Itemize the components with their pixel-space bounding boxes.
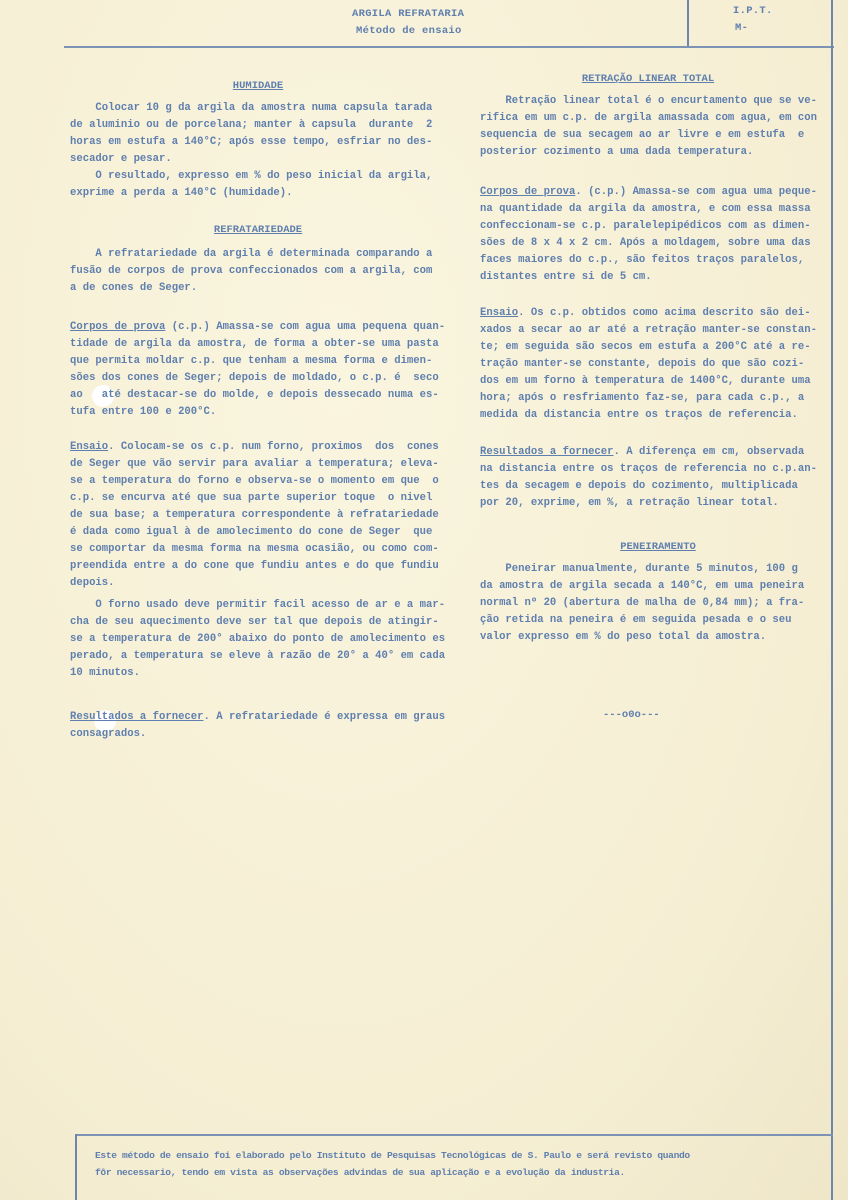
text-line: tufa entre 100 e 200°C. bbox=[70, 406, 217, 418]
paragraph-humidade bbox=[70, 100, 432, 202]
text-line: cha de seu aquecimento deve ser tal que depois de atingir- bbox=[70, 616, 439, 628]
paragraph-retracao-resultados bbox=[480, 444, 817, 512]
subheading-ensaio: Ensaio bbox=[70, 441, 109, 453]
subheading-ensaio: Ensaio bbox=[480, 307, 519, 319]
footer-divider bbox=[75, 1134, 833, 1136]
text-line: 10 minutos. bbox=[70, 667, 140, 679]
subheading-resultados: Resultados a fornecer bbox=[480, 446, 614, 458]
heading-humidade: HUMIDADE bbox=[232, 80, 284, 92]
footer-line: Este método de ensaio foi elaborado pelo Instituto de Pesquisas Tecnológicas de S. Paulo e será revisto quando bbox=[95, 1150, 690, 1161]
text-line: fusão de corpos de prova confeccionados com a argila, com bbox=[70, 265, 433, 277]
text-line: de Seger que vão servir para avaliar a temperatura; eleva- bbox=[70, 458, 439, 470]
text-line: de aluminio ou de porcelana; manter à capsula durante 2 bbox=[70, 119, 433, 131]
text-line: A refratariedade da argila é determinada comparando a bbox=[70, 248, 433, 260]
text-line: O resultado, expresso em % do peso inicial da argila, bbox=[70, 170, 433, 182]
subheading-corpos-de-prova: Corpos de prova bbox=[70, 321, 166, 333]
paragraph-ensaio bbox=[70, 439, 439, 592]
text-line: Peneirar manualmente, durante 5 minutos, 100 g bbox=[480, 563, 798, 575]
text-line: a de cones de Seger. bbox=[70, 282, 198, 294]
text-line: medida da distancia entre os traços de referencia. bbox=[480, 409, 798, 421]
text-line: ção retida na peneira é em seguida pesada e o seu bbox=[480, 614, 792, 626]
text-line: Colocar 10 g da argila da amostra numa capsula tarada bbox=[70, 102, 433, 114]
text-line: preendida entre a do cone que fundiu antes e do que fundiu bbox=[70, 560, 439, 572]
text-line: rifica em um c.p. de argila amassada com agua, em con bbox=[480, 112, 817, 124]
text-line: ao até destacar-se do molde, e depois dessecado numa es- bbox=[70, 389, 439, 401]
text-line: . (c.p.) Amassa-se com agua uma peque- bbox=[575, 186, 817, 198]
header-divider bbox=[64, 46, 834, 48]
footer-left-border bbox=[75, 1134, 77, 1200]
text-line: c.p. se encurva até que sua parte superior toque o nivel bbox=[70, 492, 433, 504]
end-mark: ---o0o--- bbox=[603, 709, 660, 721]
text-line: faces maiores do c.p., são feitos traços paralelos, bbox=[480, 254, 805, 266]
paragraph-refratariedade-intro bbox=[70, 246, 432, 297]
text-line: O forno usado deve permitir facil acesso de ar e a mar- bbox=[70, 599, 446, 611]
paragraph-retracao-intro bbox=[480, 93, 817, 161]
text-line: posterior cozimento a uma dada temperatura. bbox=[480, 146, 754, 158]
text-line: tidade de argila da amostra, de forma a obter-se uma pasta bbox=[70, 338, 439, 350]
text-line: sões dos cones de Seger; depois de moldado, o c.p. é seco bbox=[70, 372, 439, 384]
text-line: se a temperatura do forno e observa-se o momento em que o bbox=[70, 475, 439, 487]
text-line: . Colocam-se os c.p. num forno, proximos dos cones bbox=[108, 441, 439, 453]
paragraph-resultados-refratariedade bbox=[70, 709, 445, 743]
heading-retracao: RETRAÇÃO LINEAR TOTAL bbox=[581, 73, 715, 85]
text-line: normal nº 20 (abertura de malha de 0,84 mm); a fra- bbox=[480, 597, 805, 609]
right-border bbox=[831, 0, 833, 1200]
text-line: se a temperatura de 200° abaixo do ponto de amolecimento es bbox=[70, 633, 446, 645]
paragraph-forno bbox=[70, 597, 445, 682]
text-line: tes da secagem e depois do cozimento, multiplicada bbox=[480, 480, 798, 492]
text-line: te; em seguida são secos em estufa a 200°C até a re- bbox=[480, 341, 811, 353]
text-line: se comportar da mesma forma na mesma ocasião, ou como com- bbox=[70, 543, 439, 555]
document-subtitle: Método de ensaio bbox=[356, 25, 462, 37]
text-line: hora; após o resfriamento faz-se, para cada c.p., a bbox=[480, 392, 805, 404]
text-line: de sua base; a temperatura correspondente à refratariedade bbox=[70, 509, 439, 521]
text-line: na distancia entre os traços de referencia no c.p.an- bbox=[480, 463, 817, 475]
text-line: exprime a perda a 140°C (humidade). bbox=[70, 187, 293, 199]
text-line: valor expresso em % do peso total da amostra. bbox=[480, 631, 767, 643]
paragraph-corpos-de-prova bbox=[70, 319, 445, 421]
subheading-corpos-de-prova: Corpos de prova bbox=[480, 186, 576, 198]
paragraph-peneiramento bbox=[480, 561, 804, 646]
text-line: que permita moldar c.p. que tenham a mesma forma e dimen- bbox=[70, 355, 433, 367]
text-line: secador e pesar. bbox=[70, 153, 172, 165]
text-line: horas em estufa a 140°C; após esse tempo, esfriar no des- bbox=[70, 136, 433, 148]
text-line: . A refratariedade é expressa em graus bbox=[203, 711, 446, 723]
text-line: (c.p.) Amassa-se com agua uma pequena quan- bbox=[165, 321, 446, 333]
text-line: consagrados. bbox=[70, 728, 147, 740]
text-line: sões de 8 x 4 x 2 cm. Após a moldagem, sobre uma das bbox=[480, 237, 811, 249]
paragraph-retracao-ensaio bbox=[480, 305, 817, 424]
institution-code: I.P.T. bbox=[733, 5, 773, 17]
text-line: . A diferença em cm, observada bbox=[613, 446, 805, 458]
text-line: dos em um forno à temperatura de 1400°C, durante uma bbox=[480, 375, 811, 387]
text-line: distantes entre si de 5 cm. bbox=[480, 271, 652, 283]
document-title: ARGILA REFRATARIA bbox=[352, 8, 465, 20]
text-line: . Os c.p. obtidos como acima descrito são dei- bbox=[518, 307, 811, 319]
text-line: perado, a temperatura se eleve à razão de 20° a 40° em cada bbox=[70, 650, 446, 662]
text-line: é dada como igual à de amolecimento do cone de Seger que bbox=[70, 526, 433, 538]
text-line: da amostra de argila secada a 140°C, em uma peneira bbox=[480, 580, 805, 592]
footer-note bbox=[95, 1147, 690, 1181]
subheading-resultados: Resultados a fornecer bbox=[70, 711, 204, 723]
heading-refratariedade: REFRATARIEDADE bbox=[213, 224, 303, 236]
text-line: xados a secar ao ar até a retração manter-se constan- bbox=[480, 324, 817, 336]
text-line: tração manter-se constante, depois do que são cozi- bbox=[480, 358, 805, 370]
text-line: por 20, exprime, em %, a retração linear total. bbox=[480, 497, 779, 509]
text-line: confeccionam-se c.p. paralelepipédicos com as dimen- bbox=[480, 220, 811, 232]
text-line: sequencia de sua secagem ao ar livre e em estufa e bbox=[480, 129, 805, 141]
text-line: na quantidade da argila da amostra, e com essa massa bbox=[480, 203, 811, 215]
header-box-divider bbox=[687, 0, 689, 46]
method-number: M- bbox=[735, 22, 749, 34]
text-line: Retração linear total é o encurtamento que se ve- bbox=[480, 95, 817, 107]
text-line: depois. bbox=[70, 577, 115, 589]
paragraph-retracao-corpos bbox=[480, 184, 817, 286]
heading-peneiramento: PENEIRAMENTO bbox=[620, 541, 696, 553]
footer-line: fôr necessario, tendo em vista as observações advindas de sua aplicação e a evolução da industria. bbox=[95, 1167, 625, 1178]
